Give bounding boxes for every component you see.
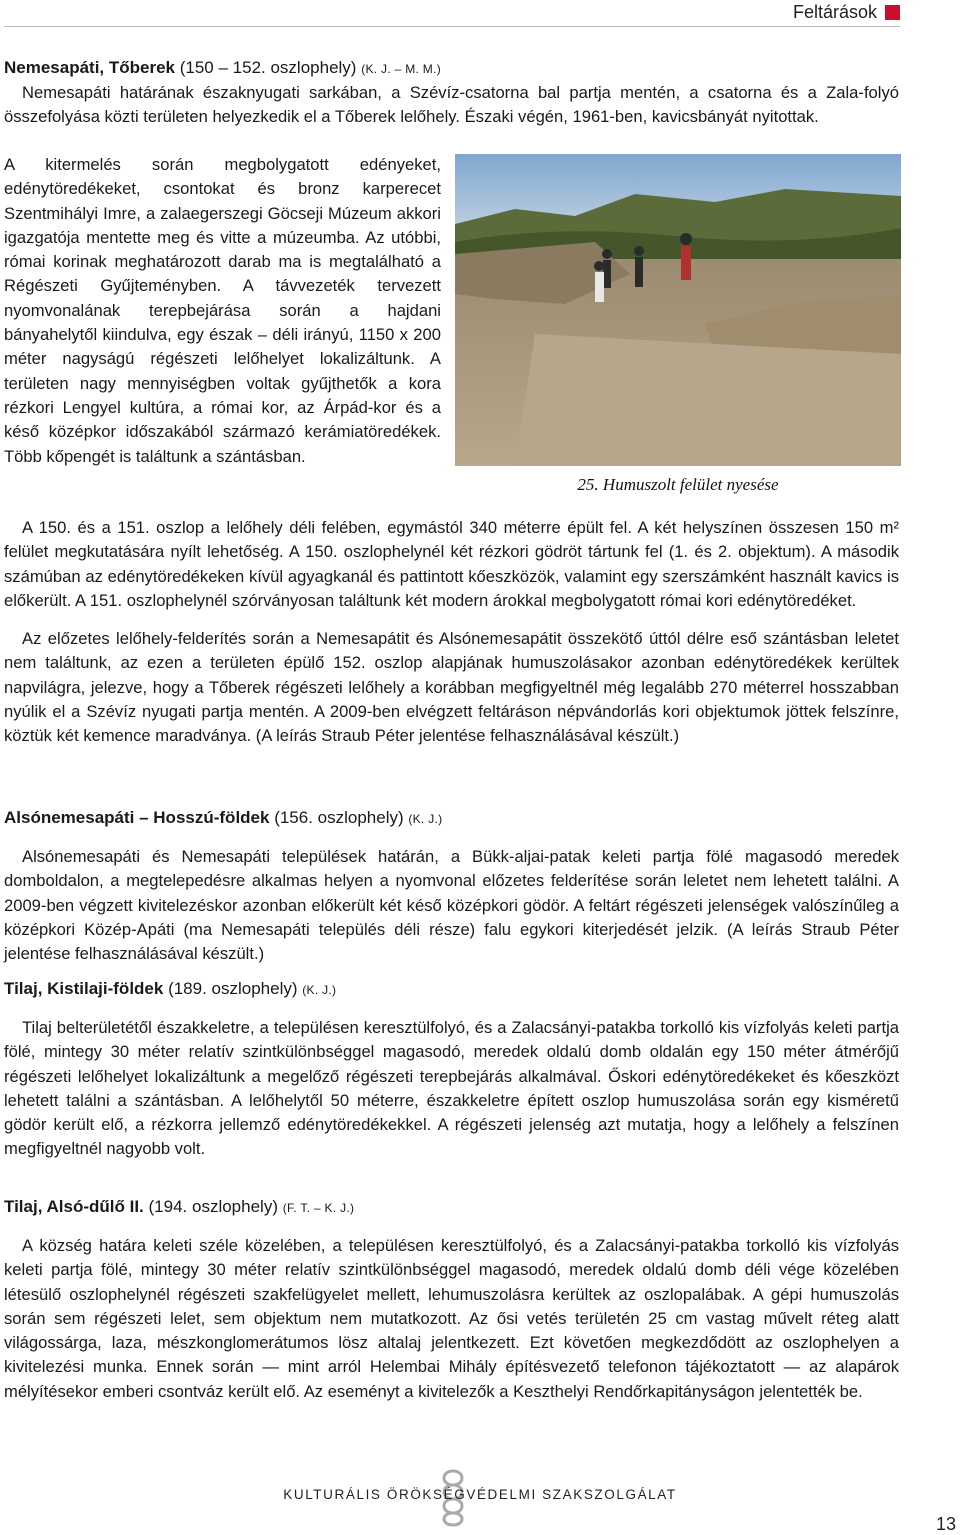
page-number: 13 [935, 1514, 956, 1534]
heading-authors: (K. J. – M. M.) [361, 62, 442, 76]
wrapped-paragraph [4, 153, 441, 469]
heading-title: Tilaj, Kistilaji-földek [4, 979, 164, 998]
heading-title: Alsónemesapáti – Hosszú-földek [4, 808, 270, 827]
section-nemesapati-continued [4, 516, 899, 749]
figure-caption: 25. Humuszolt felület nyesése [577, 475, 779, 494]
section-tilaj-also-dulo [4, 1195, 899, 1404]
section-heading [4, 977, 899, 1002]
paragraph: Nemesapáti határának északnyugati sarkában, a Szévíz-csatorna bal partja mentén, a csatorna és a Zala-folyó összefolyása közti területen helyezkedik el a Tőberek lelőhely. Északi végén, 1961-ben, kavicsbányát nyitottak. [4, 83, 899, 127]
section-heading [4, 806, 899, 831]
footer-org-name: KULTURÁLIS ÖRÖKSÉGVÉDELMI SZAKSZOLGÁLAT [283, 1487, 677, 1502]
paragraph: Tilaj belterületétől északkeletre, a településen keresztülfolyó, és a Zalacsányi-patakba torkolló kis vízfolyás keleti partja fölé, mintegy 30 méter relatív szintkülönbséggel magasodó, meredek oldalú domb oldalán egy 150 méter átmérőjű régészeti lelőhelyet lokalizáltunk a megelőző régészeti terepbejárás alkalmával. Őskori edénytöredékeket és kőeszközt lehetett találni a szántásban. A lelőhelytől 50 méterre, északkeletre épített oszlop humuszolása során egy kisméretű gödör került elő, a rézkorra jellemző edénytöredékekkel. A régészeti jelenség azt mutatja, hogy a lelőhely a felszínen megfigyeltnél nagyobb volt. [4, 1018, 899, 1159]
heading-location: (156. oszlophely) [269, 808, 409, 827]
heading-authors: (K. J.) [302, 983, 337, 997]
heading-location: (194. oszlophely) [143, 1197, 283, 1216]
paragraph: A község határa keleti széle közelében, a településen keresztülfolyó, és a Zalacsányi-patakba torkolló kis vízfolyás keleti partja fölé, mintegy 30 méter relatív szintkülönbséggel magasodó, meredek oldalú domb déli vége közelében létesülő oszlophelynél régészeti szakfelügyelet mellett, lehumuszolásra kerültek az oszlopalábak. A gépi humuszolás során sem régészeti lelet, sem objektum nem mutatkozott. Az ősi vetés területén 25 cm vastag művelt réteg alatt világossárga, laza, mészkonglomerátumos lösz altalaj jelentkezett. Ezt követően megkezdődött az oszlophelyen a kivitelezési munka. Ennek során — mint arról Helembai Mihály építésvezető telefonon tájékoztatott — az alapárok mélyítésekor emberi csontváz került elő. Az eseményt a kivitelezők a Keszthelyi Rendőrkapitányságon jelentették be. [4, 1236, 899, 1401]
header-rule [4, 26, 900, 27]
heading-location: (150 – 152. oszlophely) [175, 58, 362, 77]
red-square-icon [885, 5, 900, 20]
heading-authors: (K. J.) [408, 812, 443, 826]
section-nemesapati [4, 56, 899, 130]
section-heading [4, 56, 899, 81]
paragraph: A 150. és a 151. oszlop a lelőhely déli felében, egymástól 340 méterre épült fel. A két helyszínen összesen 150 m² felület megkutatására nyílt lehetőség. A 150. oszlophelynél két rézkori gödröt tártunk fel (1. és 2. objektum). A második számúban az edénytöredékeken kívül agyagkanál és pattintott kőeszközök, valamint egy szerszámként használt kavics is előkerült. A 151. oszlophelynél szórványosan találtunk két modern árokkal megbolygatott római kori edénytöredéket. [4, 518, 899, 610]
section-heading [4, 1195, 899, 1220]
heading-title: Tilaj, Alsó-dűlő II. [4, 1197, 144, 1216]
running-header [793, 2, 900, 23]
heading-title: Nemesapáti, Tőberek [4, 58, 176, 77]
excavation-photo [455, 154, 901, 466]
heading-authors: (F. T. – K. J.) [282, 1201, 355, 1215]
paragraph: Alsónemesapáti és Nemesapáti települések határán, a Bükk-aljai-patak keleti partja fölé magasodó meredek domboldalon, a megtelepedésre alkalmas helyen a nyomvonal előzetes felderítése során leletet nem lehetett találni. A 2009-ben végzett kivitelezéskor azonban előkerült két késő középkori gödör. A feltárt régészeti jelenségek valószínűleg a középkori Közép-Apáti (ma Nemesapáti település déli része) falu egykori kiterjedését jelzik. (A leírás Straub Péter jelentése felhasználásával készült.) [4, 847, 899, 964]
paragraph: A kitermelés során megbolygatott edényeket, edénytöredékeket, csontokat és bronz karperecet Szentmihályi Imre, a zalaegerszegi Göcseji Múzeum akkori igazgatója mentette meg és vitte a múzeumba. Az utóbbi, római korinak meghatározott darab ma is megtalálható a Régészeti Gyűjteményben. A távvezeték tervezett nyomvonalának terepbejárása során a hajdani bányahelytől kiindulva, egy észak – déli irányú, 1150 x 200 méter nagyságú régészeti lelőhelyet lokalizáltunk. A területen nagy mennyiségben voltak gyűjthetők a kora rézkori Lengyel kultúra, a római kor, az Árpád-kor és a késő középkor időszakából származó kerámiatöredékek. Több kőpengét is találtunk a szántásban. [4, 155, 441, 466]
section-label: Feltárások [792, 2, 877, 22]
paragraph: Az előzetes lelőhely-felderítés során a Nemesapátit és Alsónemesapátit összekötő úttól délre eső szántásban leletet nem találtunk, az ezen a területen épülő 152. oszlop alapjának humuszolásakor azonban edénytöredékek kerültek napvilágra, jelezve, hogy a Tőberek régészeti lelőhely a korábban megfigyeltnél még legalább 270 méterrel hosszabban nyúlik el a Szévíz nyugati partja mentén. A 2009-ben elvégzett feltáráson népvándorlás kori objektumok jöttek felszínre, köztük két kemence maradványa. (A leírás Straub Péter jelentése felhasználásával készült.) [4, 629, 899, 746]
heading-location: (189. oszlophely) [163, 979, 303, 998]
section-tilaj-kistilaji [4, 977, 899, 1162]
section-alsonemesapati [4, 806, 899, 966]
excavation-photo-illustration [455, 154, 901, 466]
